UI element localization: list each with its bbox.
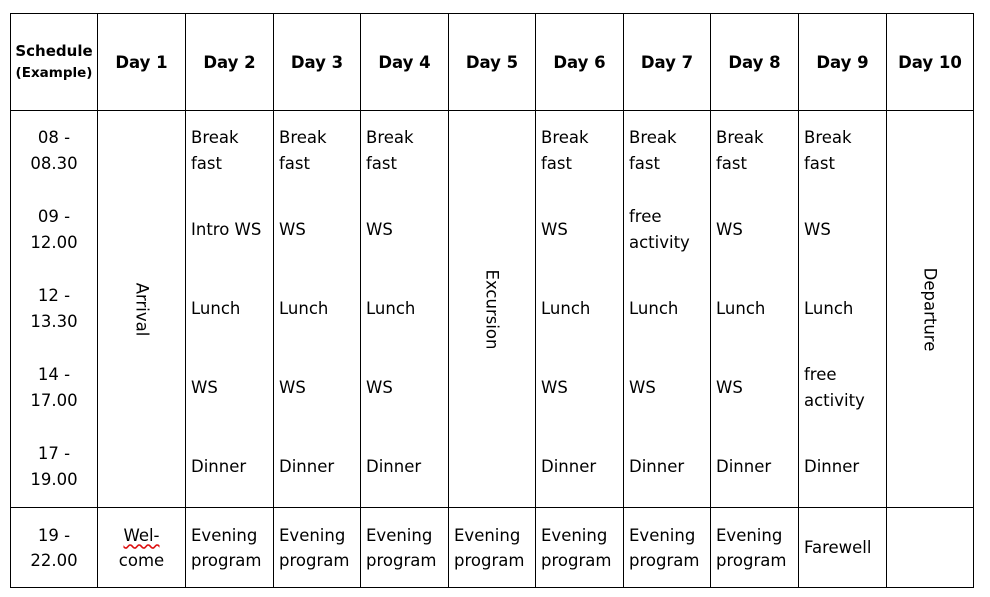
evening-program-cell: Evening program [536,508,624,588]
day-header: Day 5 [449,14,536,111]
daytime-row [11,111,974,508]
activity-slot: WS [279,378,306,398]
day-header: Day 3 [274,14,361,111]
excursion-label: Excursion [482,269,502,349]
activity-slot: Dinner [629,457,685,477]
activity-slot: Break fast [541,127,589,173]
activity-slot: WS [366,378,393,398]
welcome-cell: Wel- come [98,508,186,588]
day-header: Day 1 [98,14,186,111]
activity-slot: Dinner [279,457,335,477]
activity-slot: WS [804,219,831,239]
activity-slot: Break fast [279,127,327,173]
day3-cell [274,111,361,508]
day7-cell [624,111,711,508]
evening-program-cell: Evening program [361,508,449,588]
day2-cell [186,111,274,508]
activity-slot: WS [541,378,568,398]
evening-program-cell: Evening program [186,508,274,588]
activity-slot: Lunch [191,298,241,318]
activity-slot: Break fast [629,127,677,173]
evening-program-cell: Evening program [274,508,361,588]
day-header: Day 2 [186,14,274,111]
activity-slot: Break fast [716,127,764,173]
activity-slot: Lunch [279,298,329,318]
farewell-cell: Farewell [799,508,887,588]
example-label: (Example) [15,65,93,81]
day-header: Day 9 [799,14,887,111]
evening-program-cell: Evening program [624,508,711,588]
activity-slot: Lunch [716,298,766,318]
activity-slot: Lunch [366,298,416,318]
schedule-label: Schedule [15,42,93,60]
activity-slot: Dinner [191,457,247,477]
time-slot: 14 - 17.00 [30,365,78,411]
day-header: Day 6 [536,14,624,111]
day6-cell [536,111,624,508]
day10-cell [887,111,974,508]
arrival-label: Arrival [131,282,151,336]
activity-slot: WS [716,378,743,398]
time-slot: 08 - 08.30 [30,127,78,173]
activity-slot: Lunch [541,298,591,318]
day8-cell [711,111,799,508]
day-header: Day 8 [711,14,799,111]
activity-slot: Dinner [541,457,597,477]
evening-program-cell: Evening program [711,508,799,588]
day1-cell [98,111,186,508]
activity-slot: WS [191,378,218,398]
activity-slot: Break fast [191,127,239,173]
activity-slot: Dinner [716,457,772,477]
evening-empty-cell [887,508,974,588]
day9-cell [799,111,887,508]
activity-slot: Dinner [804,457,860,477]
evening-row [11,508,974,588]
activity-slot: Dinner [366,457,422,477]
header-row [11,14,974,111]
time-slot: 12 - 13.30 [30,285,78,331]
schedule-table [10,13,974,588]
day4-cell [361,111,449,508]
activity-slot: Break fast [366,127,414,173]
time-slot: 09 - 12.00 [30,206,78,252]
time-slot: 17 - 19.00 [30,444,78,490]
schedule-header-cell [11,14,98,111]
day5-cell [449,111,536,508]
activity-slot: WS [541,219,568,239]
departure-label: Departure [920,267,940,351]
activity-slot: free activity [629,206,690,252]
activity-slot: Break fast [804,127,852,173]
day-header: Day 7 [624,14,711,111]
activity-slot: WS [366,219,393,239]
evening-program-cell: Evening program [449,508,536,588]
activity-slot: free activity [804,365,865,411]
day-header: Day 10 [887,14,974,111]
activity-slot: WS [629,378,656,398]
activity-slot: WS [716,219,743,239]
activity-slot: WS [279,219,306,239]
activity-slot: Lunch [804,298,854,318]
activity-slot: Lunch [629,298,679,318]
time-column [11,111,98,508]
activity-slot: Intro WS [191,219,262,239]
day-header: Day 4 [361,14,449,111]
evening-time-cell: 19 - 22.00 [11,508,98,588]
